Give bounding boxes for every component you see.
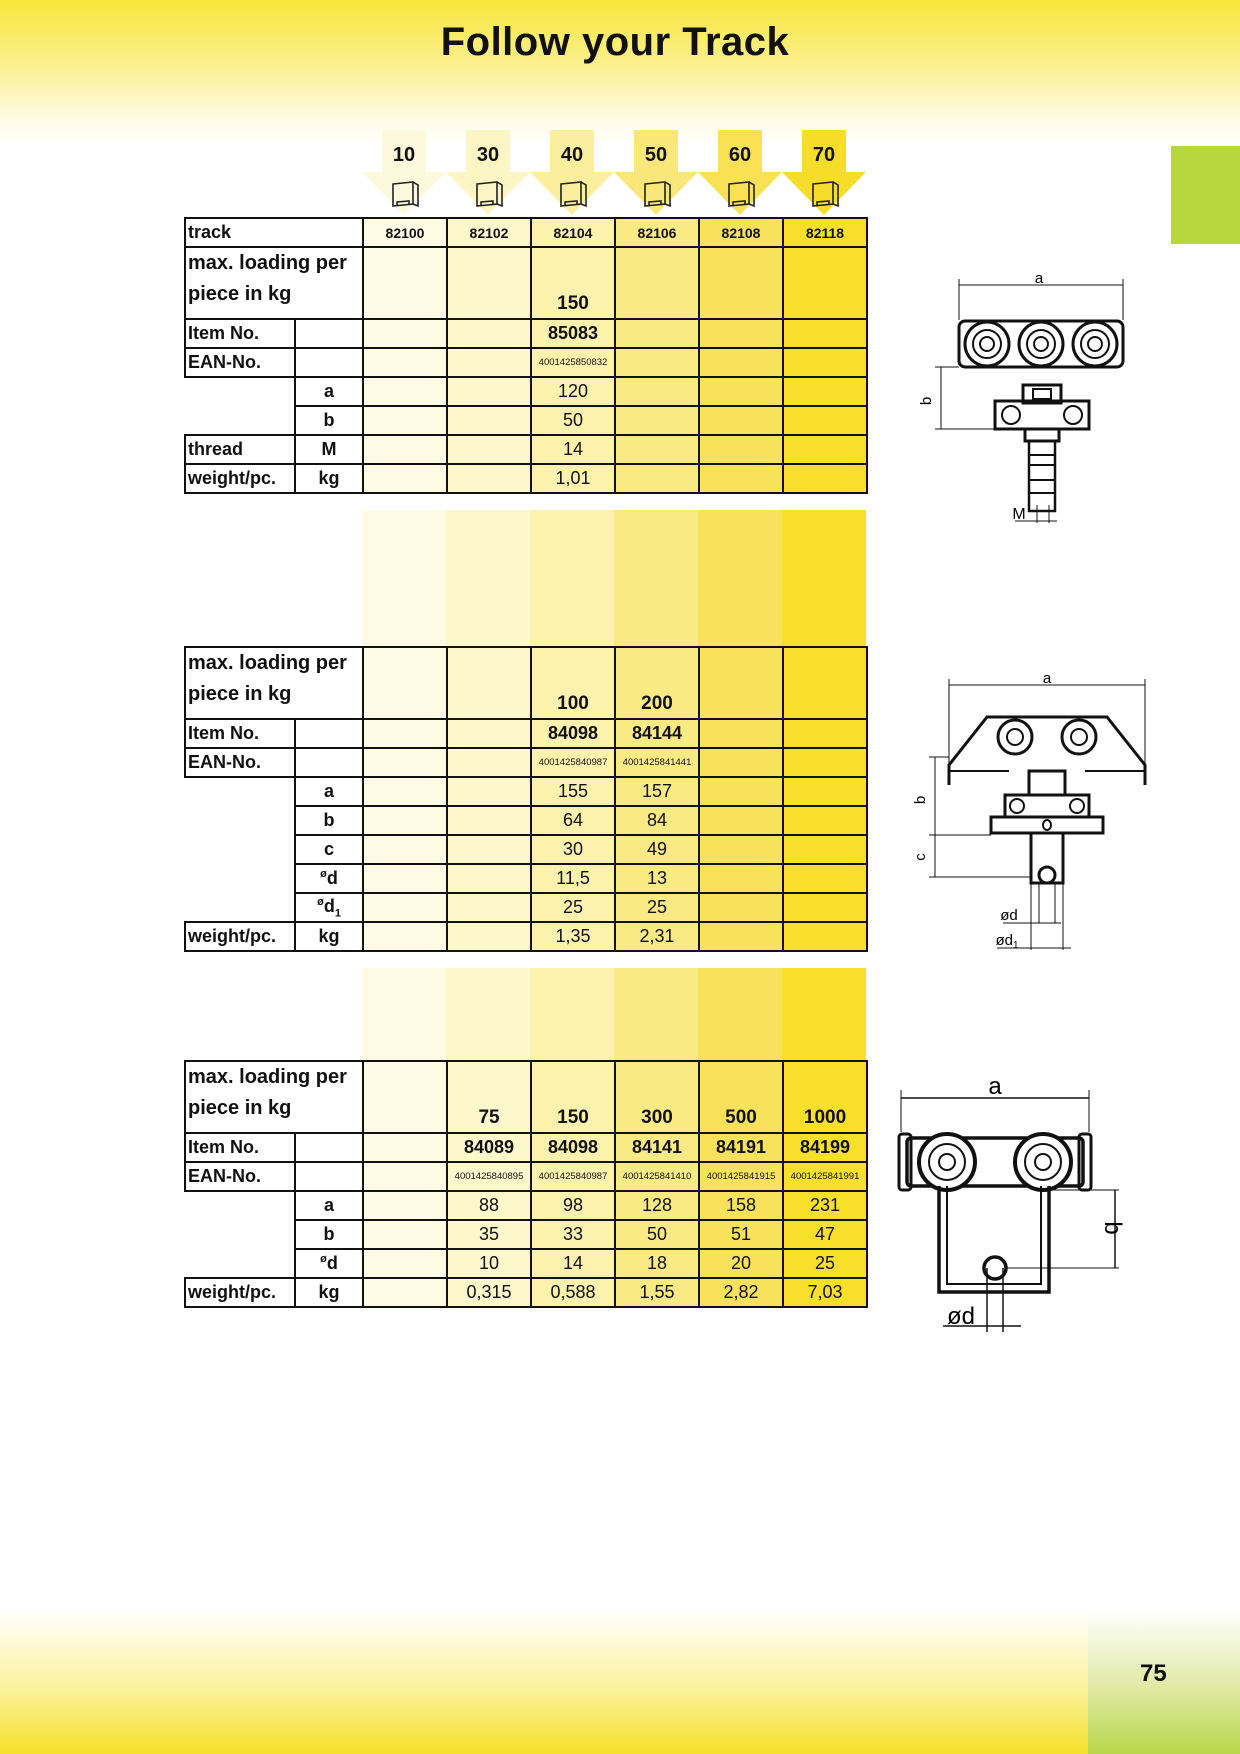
cell: 7,03 <box>783 1278 867 1307</box>
cell <box>783 464 867 493</box>
cell <box>783 377 867 406</box>
cell <box>783 864 867 893</box>
track-article: 82102 <box>447 218 531 247</box>
cell <box>447 377 531 406</box>
cell <box>699 319 783 348</box>
cell <box>363 464 447 493</box>
table-row <box>185 1220 867 1249</box>
cell: 1000 <box>783 1061 867 1133</box>
cell: 4001425840895 <box>447 1162 531 1191</box>
track-size-label: 30 <box>476 144 500 166</box>
cell <box>447 748 531 777</box>
column-stripe <box>530 968 614 1060</box>
cell <box>699 406 783 435</box>
row-label-d1 <box>295 893 363 922</box>
cell: 51 <box>699 1220 783 1249</box>
cell: 150 <box>531 247 615 319</box>
row-label-ean: EAN-No. <box>185 348 295 377</box>
table-row <box>185 218 867 247</box>
table-row <box>185 864 867 893</box>
track-article: 82100 <box>363 218 447 247</box>
cell <box>783 647 867 719</box>
cell: 84199 <box>783 1133 867 1162</box>
cell <box>447 647 531 719</box>
table-row <box>185 435 867 464</box>
cell <box>699 348 783 377</box>
dimension-label-a: a <box>1034 270 1044 287</box>
row-label-c: c <box>295 835 363 864</box>
cell <box>615 319 699 348</box>
cell <box>699 922 783 951</box>
cell: 4001425840987 <box>531 1162 615 1191</box>
cell <box>699 864 783 893</box>
d1-base: ød <box>995 932 1013 949</box>
table-row <box>185 647 867 719</box>
row-label-b: b <box>295 806 363 835</box>
cell: 84191 <box>699 1133 783 1162</box>
cell <box>699 748 783 777</box>
cell <box>363 806 447 835</box>
dimension-label-c: c <box>912 853 929 861</box>
dimension-label-b: b <box>912 795 929 805</box>
cell: 4001425841915 <box>699 1162 783 1191</box>
track-size-label: 50 <box>644 144 668 166</box>
track-size-label: 40 <box>560 144 584 166</box>
spec-table-3 <box>184 1060 868 1308</box>
table-row <box>185 1133 867 1162</box>
cell: 100 <box>531 647 615 719</box>
row-label-m: M <box>295 435 363 464</box>
cell: 2,82 <box>699 1278 783 1307</box>
cell: 25 <box>615 893 699 922</box>
dimension-label-d: ød <box>946 1303 976 1330</box>
column-stripe <box>698 510 782 647</box>
cell <box>363 435 447 464</box>
cell: 200 <box>615 647 699 719</box>
cell: 84141 <box>615 1133 699 1162</box>
track-profile-icon <box>557 180 589 210</box>
track-size-header <box>782 130 866 215</box>
cell <box>783 319 867 348</box>
cell: 84098 <box>531 719 615 748</box>
cell <box>699 464 783 493</box>
track-size-header <box>530 130 614 215</box>
cell <box>363 647 447 719</box>
cell: 85083 <box>531 319 615 348</box>
table-row <box>185 1162 867 1191</box>
cell <box>783 777 867 806</box>
cell: 50 <box>531 406 615 435</box>
dimension-label-a: a <box>1042 670 1052 687</box>
cell: 4001425840987 <box>531 748 615 777</box>
cell <box>447 893 531 922</box>
row-label-b: b <box>295 1220 363 1249</box>
cell <box>699 247 783 319</box>
row-label-ean: EAN-No. <box>185 1162 295 1191</box>
track-profile-icon <box>389 180 421 210</box>
cell <box>783 893 867 922</box>
cell <box>447 864 531 893</box>
row-label-max-loading: max. loading per piece in kg <box>185 647 363 719</box>
row-label-a: a <box>295 777 363 806</box>
cell <box>363 1249 447 1278</box>
table-row <box>185 247 867 319</box>
column-stripe <box>362 510 446 647</box>
row-label-kg: kg <box>295 1278 363 1307</box>
cell: 128 <box>615 1191 699 1220</box>
cell: 155 <box>531 777 615 806</box>
cell: 4001425850832 <box>531 348 615 377</box>
cell <box>783 806 867 835</box>
cell <box>363 319 447 348</box>
cell <box>699 806 783 835</box>
cell: 158 <box>699 1191 783 1220</box>
cell <box>615 348 699 377</box>
cell <box>363 247 447 319</box>
cell <box>699 377 783 406</box>
trolley-drawing-2 <box>905 665 1150 950</box>
cell: 4001425841991 <box>783 1162 867 1191</box>
column-stripe <box>362 968 446 1060</box>
cell: 25 <box>783 1249 867 1278</box>
dimension-label-a: a <box>988 1073 1002 1100</box>
cell <box>615 435 699 464</box>
table-row <box>185 748 867 777</box>
cell <box>699 719 783 748</box>
footer-gradient <box>0 1610 1240 1754</box>
table-row <box>185 377 867 406</box>
track-size-header <box>446 130 530 215</box>
row-label-max-loading: max. loading per piece in kg <box>185 247 363 319</box>
cell: 84144 <box>615 719 699 748</box>
cell <box>447 406 531 435</box>
cell: 231 <box>783 1191 867 1220</box>
track-size-header <box>614 130 698 215</box>
cell: 13 <box>615 864 699 893</box>
cell: 11,5 <box>531 864 615 893</box>
cell: 300 <box>615 1061 699 1133</box>
cell <box>783 719 867 748</box>
cell <box>783 435 867 464</box>
cell: 14 <box>531 1249 615 1278</box>
row-label-max-loading: max. loading per piece in kg <box>185 1061 363 1133</box>
spec-table-1 <box>184 217 868 494</box>
cell <box>363 1162 447 1191</box>
table-row <box>185 464 867 493</box>
row-label-track: track <box>185 218 363 247</box>
row-label-item-no: Item No. <box>185 1133 295 1162</box>
chapter-tab <box>1171 146 1240 244</box>
cell <box>699 777 783 806</box>
cell: 84098 <box>531 1133 615 1162</box>
cell <box>783 835 867 864</box>
row-label-kg: kg <box>295 922 363 951</box>
column-stripe <box>698 968 782 1060</box>
cell: 25 <box>531 893 615 922</box>
table-row <box>185 1249 867 1278</box>
cell: 84089 <box>447 1133 531 1162</box>
cell <box>447 835 531 864</box>
cell <box>699 435 783 464</box>
cell <box>783 922 867 951</box>
row-label-weight: weight/pc. <box>185 922 295 951</box>
cell <box>363 748 447 777</box>
table-row <box>185 719 867 748</box>
track-profile-icon <box>641 180 673 210</box>
cell: 20 <box>699 1249 783 1278</box>
row-label-item-no: Item No. <box>185 719 295 748</box>
table-row <box>185 319 867 348</box>
cell <box>363 348 447 377</box>
cell: 120 <box>531 377 615 406</box>
cell: 500 <box>699 1061 783 1133</box>
cell <box>783 748 867 777</box>
spec-table-2 <box>184 646 868 952</box>
cell: 157 <box>615 777 699 806</box>
cell <box>363 719 447 748</box>
cell: 30 <box>531 835 615 864</box>
cell <box>363 835 447 864</box>
cell: 47 <box>783 1220 867 1249</box>
cell: 84 <box>615 806 699 835</box>
row-label-weight: weight/pc. <box>185 464 295 493</box>
column-stripe <box>614 510 698 647</box>
diameter-symbol: ø <box>320 1253 327 1265</box>
row-label-d <box>295 864 363 893</box>
track-article: 82118 <box>783 218 867 247</box>
cell <box>363 406 447 435</box>
row-label-item-no: Item No. <box>185 319 295 348</box>
cell <box>363 777 447 806</box>
d-label: d <box>326 868 338 888</box>
column-stripe <box>530 510 614 647</box>
table-row <box>185 806 867 835</box>
track-size-header <box>362 130 446 215</box>
track-size-label: 60 <box>728 144 752 166</box>
cell <box>783 348 867 377</box>
column-stripe <box>614 968 698 1060</box>
cell <box>783 247 867 319</box>
dimension-label-d1 <box>995 932 1019 950</box>
cell <box>447 435 531 464</box>
row-label-b: b <box>295 406 363 435</box>
cell <box>699 647 783 719</box>
cell <box>615 406 699 435</box>
d1-subscript: 1 <box>1012 940 1019 950</box>
cell <box>447 348 531 377</box>
dimension-label-m: M <box>1012 506 1026 523</box>
cell: 75 <box>447 1061 531 1133</box>
track-size-label: 10 <box>392 144 416 166</box>
track-size-header <box>698 130 782 215</box>
trolley-drawing-1 <box>915 265 1145 535</box>
cell <box>363 893 447 922</box>
page-number: 75 <box>1140 1660 1167 1687</box>
cell <box>363 864 447 893</box>
cell: 18 <box>615 1249 699 1278</box>
cell: 88 <box>447 1191 531 1220</box>
cell: 14 <box>531 435 615 464</box>
cell: 150 <box>531 1061 615 1133</box>
track-article: 82104 <box>531 218 615 247</box>
cell <box>363 1191 447 1220</box>
table-row <box>185 893 867 922</box>
cell: 0,588 <box>531 1278 615 1307</box>
d-label: d <box>326 1253 338 1273</box>
cell <box>447 247 531 319</box>
cell: 33 <box>531 1220 615 1249</box>
cell <box>363 1133 447 1162</box>
cell: 4001425841441 <box>615 748 699 777</box>
page-title: Follow your Track <box>440 20 790 64</box>
cell <box>783 406 867 435</box>
cell <box>447 464 531 493</box>
cell: 2,31 <box>615 922 699 951</box>
dimension-label-b: b <box>918 396 935 406</box>
cell: 4001425841410 <box>615 1162 699 1191</box>
track-profile-icon <box>473 180 505 210</box>
diameter-symbol: ø <box>320 868 327 880</box>
cell <box>447 319 531 348</box>
cell: 49 <box>615 835 699 864</box>
cell <box>363 922 447 951</box>
cell: 64 <box>531 806 615 835</box>
row-label-a: a <box>295 377 363 406</box>
cell <box>699 893 783 922</box>
track-size-label: 70 <box>812 144 836 166</box>
track-profile-icon <box>725 180 757 210</box>
row-label-a: a <box>295 1191 363 1220</box>
dimension-label-d: ød <box>1000 907 1018 924</box>
table-row <box>185 777 867 806</box>
cell <box>363 377 447 406</box>
table-row <box>185 1278 867 1307</box>
d-label: d <box>323 895 335 916</box>
track-article: 82106 <box>615 218 699 247</box>
row-label-ean: EAN-No. <box>185 748 295 777</box>
cell <box>363 1220 447 1249</box>
d1-subscript: 1 <box>334 907 341 920</box>
cell <box>615 247 699 319</box>
row-label-kg: kg <box>295 464 363 493</box>
cell: 0,315 <box>447 1278 531 1307</box>
cell <box>363 1278 447 1307</box>
cell: 1,55 <box>615 1278 699 1307</box>
cell <box>699 835 783 864</box>
row-label-d <box>295 1249 363 1278</box>
table-row <box>185 1061 867 1133</box>
cell <box>447 777 531 806</box>
table-row <box>185 922 867 951</box>
diameter-symbol: ø <box>317 895 324 908</box>
track-profile-icon <box>809 180 841 210</box>
column-stripe <box>446 510 530 647</box>
row-label-weight: weight/pc. <box>185 1278 295 1307</box>
table-row <box>185 406 867 435</box>
cell <box>615 464 699 493</box>
trolley-drawing-3 <box>893 1072 1128 1337</box>
table-row <box>185 1191 867 1220</box>
row-label-thread: thread <box>185 435 295 464</box>
cell: 1,35 <box>531 922 615 951</box>
cell <box>447 719 531 748</box>
track-article: 82108 <box>699 218 783 247</box>
cell: 1,01 <box>531 464 615 493</box>
column-stripe <box>782 968 866 1060</box>
cell: 98 <box>531 1191 615 1220</box>
cell <box>447 922 531 951</box>
table-row <box>185 835 867 864</box>
dimension-label-b: b <box>1099 1221 1126 1235</box>
table-row <box>185 348 867 377</box>
cell: 50 <box>615 1220 699 1249</box>
column-stripe <box>446 968 530 1060</box>
cell: 35 <box>447 1220 531 1249</box>
cell <box>363 1061 447 1133</box>
cell <box>447 806 531 835</box>
cell <box>615 377 699 406</box>
column-stripe <box>782 510 866 647</box>
cell: 10 <box>447 1249 531 1278</box>
